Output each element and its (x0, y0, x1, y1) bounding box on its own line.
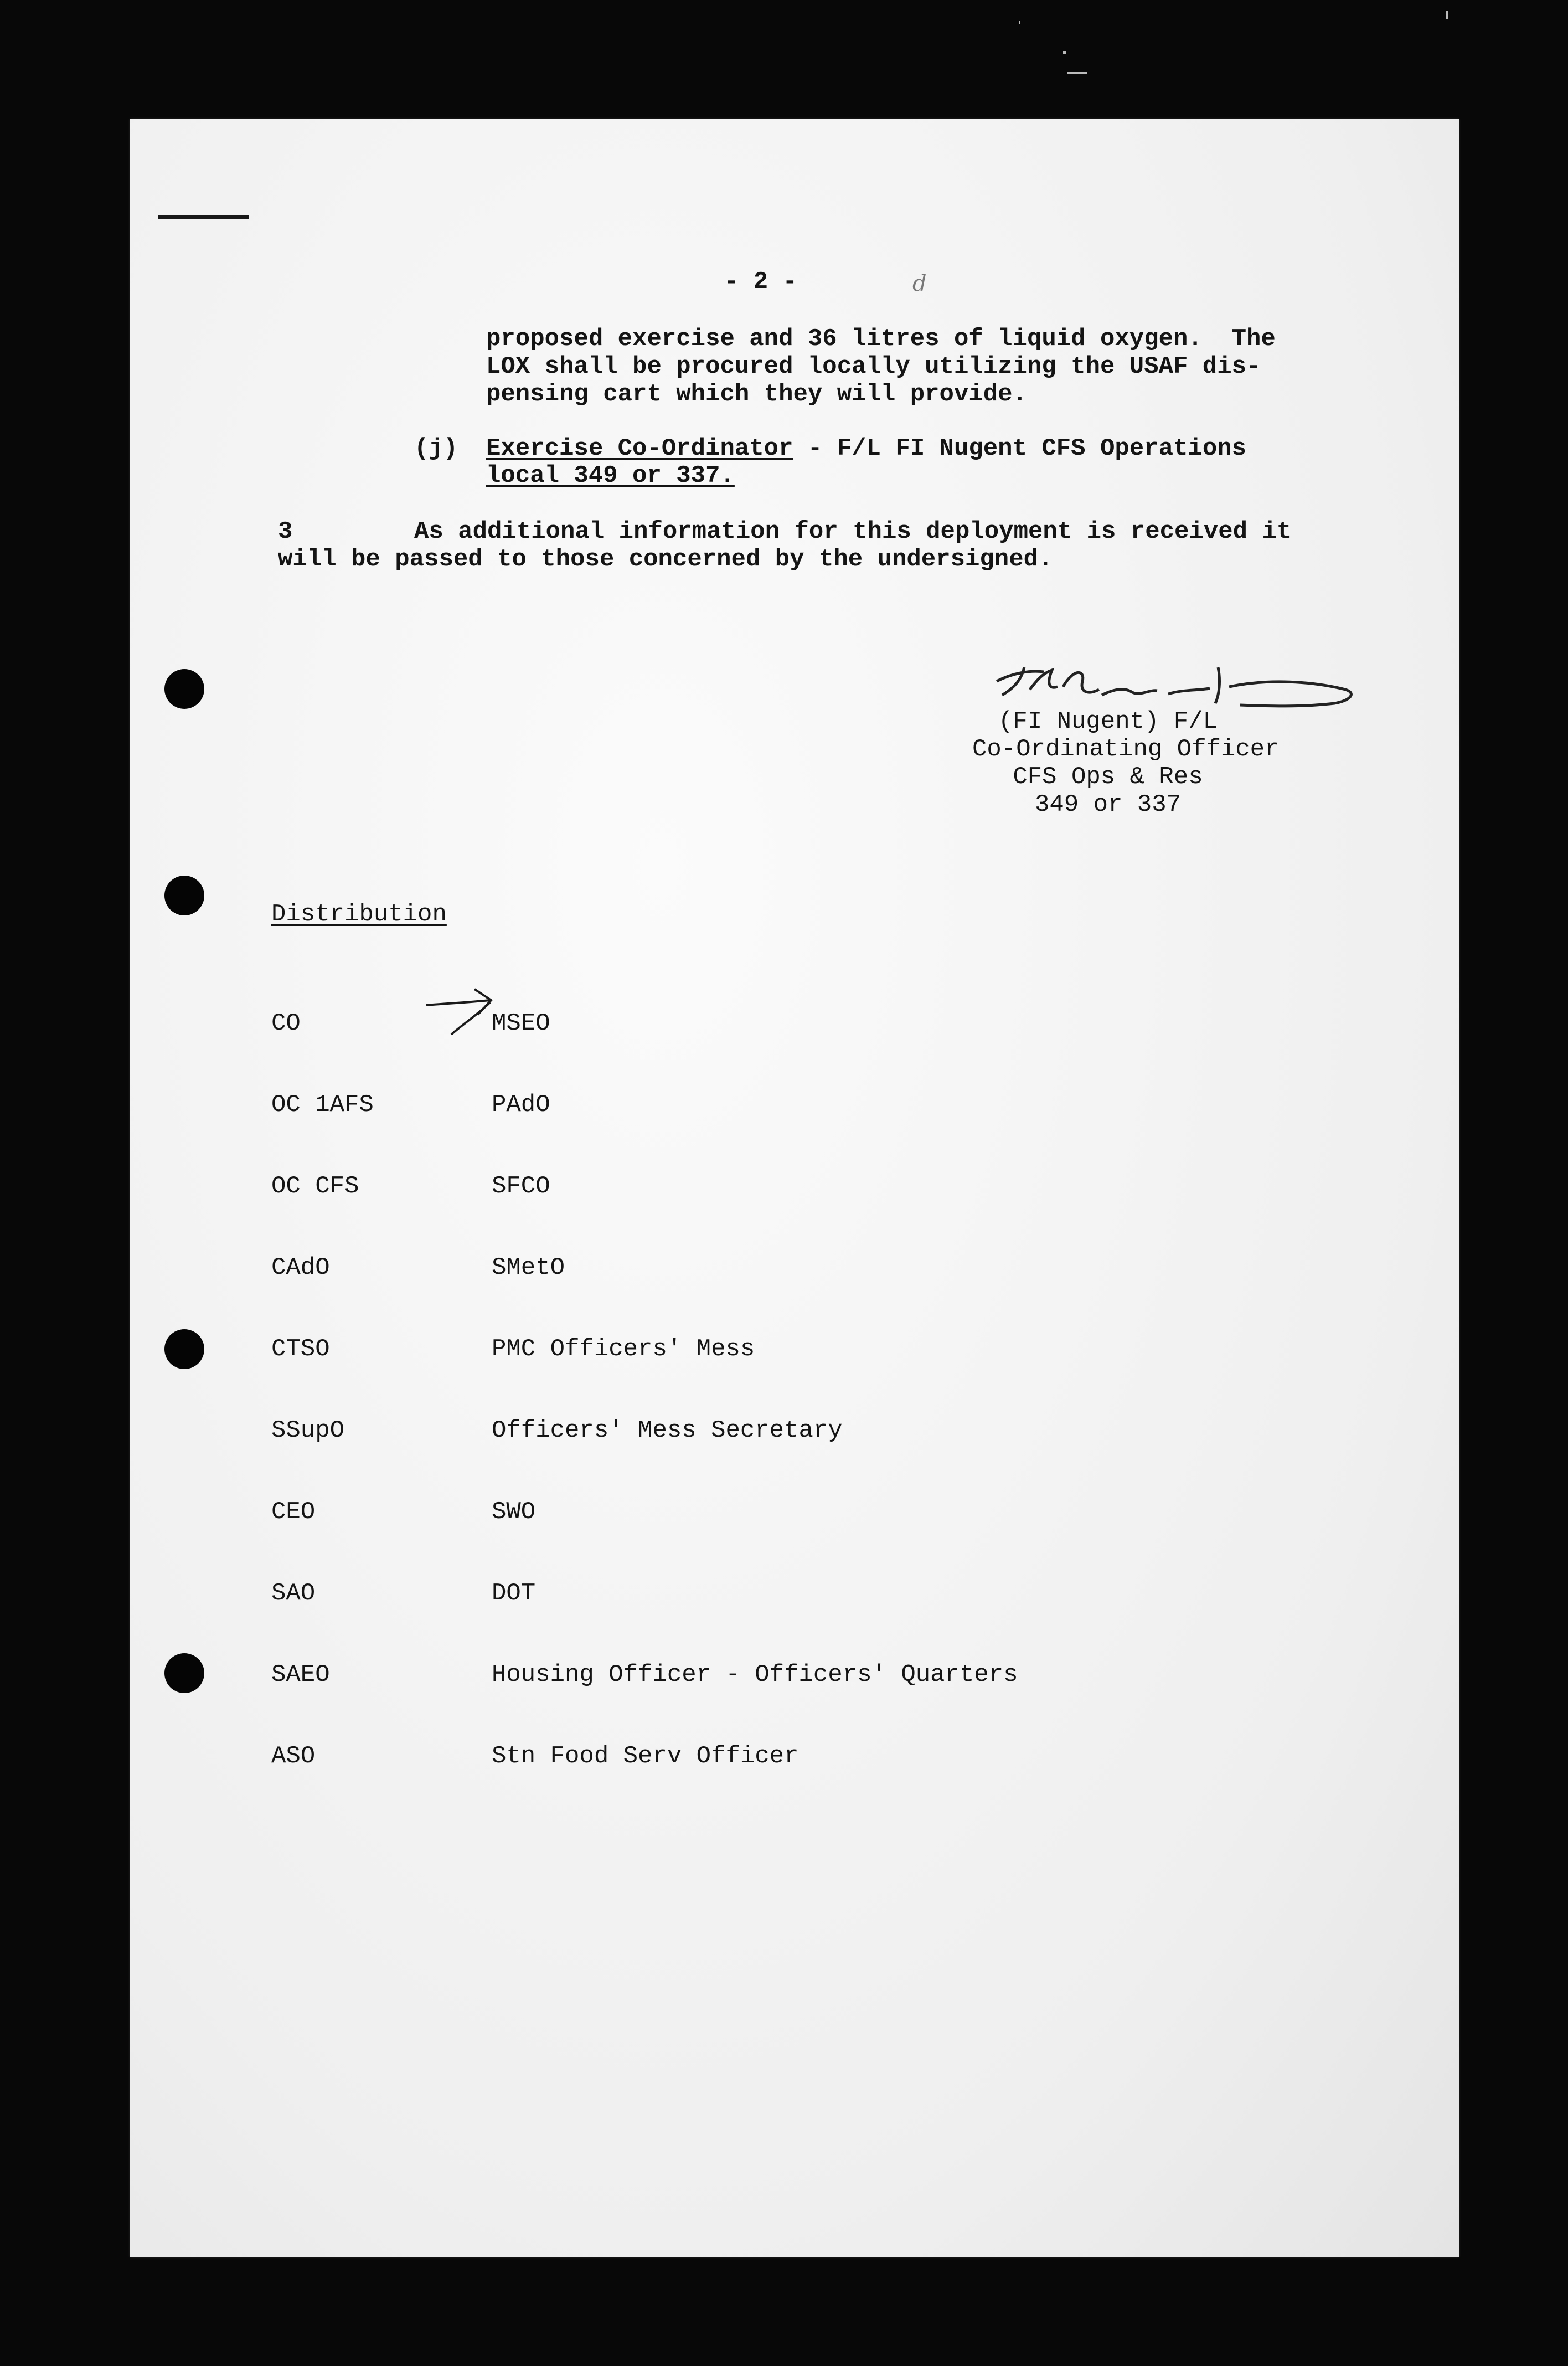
signature-name-text: (FI Nugent) F/L (998, 708, 1218, 735)
distribution-left-item: CTSO (271, 1335, 330, 1363)
distribution-left-item: CAdO (271, 1254, 330, 1282)
distribution-left-item: CEO (271, 1498, 316, 1526)
item-j-text: - F/L FI Nugent CFS Operations (793, 435, 1247, 462)
signature-name (972, 708, 1244, 735)
handwritten-arrow-icon (424, 980, 501, 1041)
distribution-right-item: SMetO (492, 1254, 565, 1282)
punch-hole (164, 876, 204, 915)
distribution-left-item: OC CFS (271, 1172, 359, 1200)
distribution-left-item: ASO (271, 1742, 316, 1770)
signature-phone (972, 791, 1244, 819)
distribution-left-item: OC 1AFS (271, 1091, 374, 1119)
page-number: - 2 - (724, 268, 798, 296)
signature-title (972, 735, 1280, 763)
scan-speck (1019, 21, 1020, 24)
distribution-right-item: PAdO (492, 1091, 550, 1119)
distribution-left-item: SSupO (271, 1417, 345, 1444)
punch-hole (164, 1653, 204, 1693)
distribution-right-item: SFCO (492, 1172, 550, 1200)
paragraph-continued-line-2: LOX shall be procured locally utilizing the USAF dis- (486, 353, 1261, 380)
signature-title-text: Co-Ordinating Officer (972, 735, 1280, 763)
distribution-left-item: SAEO (271, 1661, 330, 1689)
paragraph-3-number: 3 (278, 518, 293, 546)
scan-speck (1067, 72, 1087, 74)
punch-hole (164, 669, 204, 709)
distribution-heading (271, 901, 447, 928)
distribution-left-list (271, 956, 374, 1797)
paragraph-3-line-1: As additional information for this deployment is received it (414, 518, 1292, 546)
punch-hole (164, 1329, 204, 1369)
scan-speck (1063, 51, 1066, 54)
item-j-line-2 (486, 462, 735, 490)
item-j-line-1 (486, 435, 1246, 462)
distribution-right-item: Stn Food Serv Officer (492, 1742, 799, 1770)
distribution-right-item: DOT (492, 1580, 536, 1607)
paragraph-continued-line-3: pensing cart which they will provide. (486, 380, 1027, 408)
distribution-right-item: Housing Officer - Officers' Quarters (492, 1661, 1018, 1689)
margin-mark: d (912, 271, 927, 296)
distribution-left-item: CO (271, 1010, 301, 1037)
distribution-right-list (492, 956, 1018, 1797)
scan-speck (1446, 11, 1448, 19)
distribution-right-item: PMC Officers' Mess (492, 1335, 755, 1363)
distribution-heading-text: Distribution (271, 901, 447, 928)
signature-unit-text: CFS Ops & Res (1013, 763, 1203, 791)
item-j-text-2: local 349 or 337. (486, 462, 735, 490)
distribution-right-item: SWO (492, 1498, 536, 1526)
distribution-left-item: SAO (271, 1580, 316, 1607)
paragraph-continued-line-1: proposed exercise and 36 litres of liquid oxygen. The (486, 325, 1276, 353)
edge-mark (158, 215, 249, 219)
distribution-right-item: MSEO (492, 1010, 550, 1037)
signature-phone-text: 349 or 337 (1034, 791, 1182, 819)
item-j-heading: Exercise Co-Ordinator (486, 435, 793, 462)
item-j-marker: (j) (414, 435, 458, 462)
distribution-right-item: Officers' Mess Secretary (492, 1417, 843, 1444)
signature-unit (972, 763, 1244, 791)
paragraph-3-line-2: will be passed to those concerned by the undersigned. (278, 546, 1053, 573)
